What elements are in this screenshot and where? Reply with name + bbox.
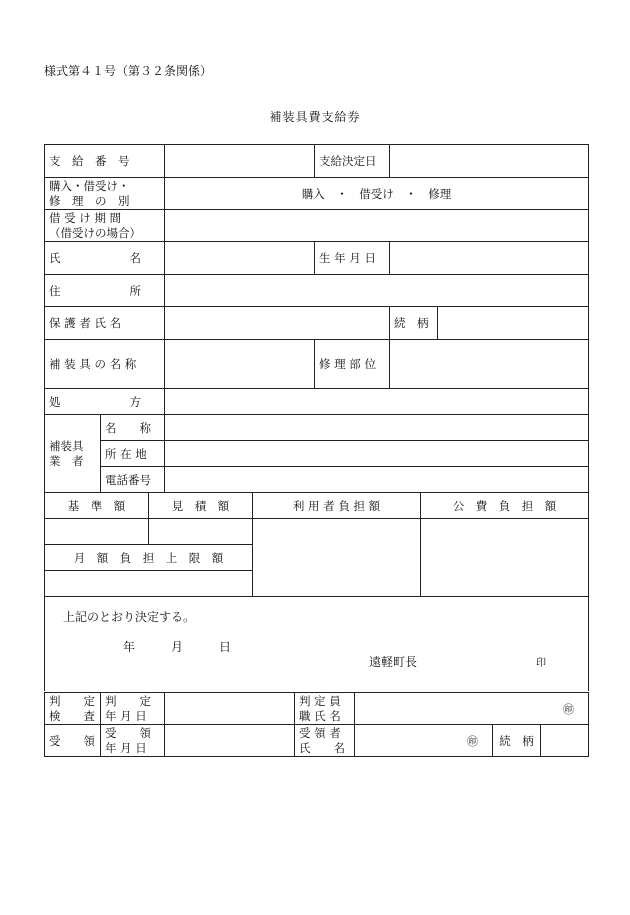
mayor-title: 遠軽町長	[369, 655, 418, 669]
birth-date-label: 生 年 月 日	[315, 242, 390, 275]
cost-table	[44, 492, 589, 597]
recipient-relationship-label: 続 柄	[493, 725, 541, 757]
recipient-seal-mark: ㊞	[467, 734, 478, 748]
vendor-name-label: 名 称	[101, 415, 165, 441]
judgment-date-label: 判 定 年 月 日	[101, 693, 165, 725]
name-label: 氏 名	[45, 242, 165, 275]
public-burden-label: 公 費 負 担 額	[421, 493, 589, 519]
public-burden-field[interactable]	[421, 519, 589, 597]
decision-date-label: 支給決定日	[315, 145, 390, 178]
monthly-cap-label: 月 額 負 担 上 限 額	[45, 545, 253, 571]
vendor-location-field[interactable]	[165, 441, 589, 467]
vendor-name-field[interactable]	[165, 415, 589, 441]
rental-period-label: 借 受 け 期 間 （借受けの場合）	[45, 210, 165, 242]
recipient-relationship-field[interactable]	[541, 725, 589, 757]
form-number: 様式第４１号（第３２条関係）	[44, 64, 213, 78]
decision-day: 日	[219, 640, 232, 654]
repair-part-field[interactable]	[390, 340, 589, 389]
device-name-label: 補 装 具 の 名 称	[45, 340, 165, 389]
main-table	[44, 144, 589, 493]
vendor-label: 補装具 業 者	[45, 415, 101, 493]
guardian-name-field[interactable]	[165, 307, 390, 340]
standard-amount-field[interactable]	[45, 519, 149, 545]
purchase-type-label: 購入・借受け・ 修 理 の 別	[45, 178, 165, 210]
purchase-options[interactable]: 購入 ・ 借受け ・ 修理	[165, 178, 589, 210]
judgment-inspection-label: 判 定 検 査	[45, 693, 101, 725]
supply-number-field[interactable]	[165, 145, 315, 178]
vendor-phone-field[interactable]	[165, 467, 589, 493]
standard-amount-label: 基 準 額	[45, 493, 149, 519]
judgment-date-field[interactable]	[165, 693, 295, 725]
judge-seal-mark: ㊞	[563, 702, 574, 716]
guardian-name-label: 保 護 者 氏 名	[45, 307, 165, 340]
monthly-cap-field[interactable]	[45, 571, 253, 597]
recipient-field[interactable]	[355, 725, 493, 757]
decision-section	[44, 597, 589, 691]
mayor-seal-mark: 印	[536, 658, 546, 669]
decision-year: 年	[123, 640, 136, 654]
device-name-field[interactable]	[165, 340, 315, 389]
relationship-label: 続 柄	[390, 307, 438, 340]
supply-number-label: 支 給 番 号	[45, 145, 165, 178]
decision-month: 月	[171, 640, 184, 654]
estimate-amount-label: 見 積 額	[149, 493, 253, 519]
bottom-table	[44, 692, 589, 757]
address-field[interactable]	[165, 275, 589, 307]
rental-period-field[interactable]	[165, 210, 589, 242]
receipt-date-label: 受 領 年 月 日	[101, 725, 165, 757]
judge-field[interactable]	[355, 693, 589, 725]
receipt-label: 受 領	[45, 725, 101, 757]
vendor-phone-label: 電話番号	[101, 467, 165, 493]
vendor-location-label: 所 在 地	[101, 441, 165, 467]
judge-label: 判 定 員 職 氏 名	[295, 693, 355, 725]
user-burden-label: 利 用 者 負 担 額	[253, 493, 421, 519]
decision-date-field[interactable]	[390, 145, 589, 178]
decision-text: 上記のとおり決定する。	[63, 610, 196, 624]
prescription-label: 処 方	[45, 389, 165, 415]
estimate-amount-field[interactable]	[149, 519, 253, 545]
birth-date-field[interactable]	[390, 242, 589, 275]
user-burden-field[interactable]	[253, 519, 421, 597]
repair-part-label: 修 理 部 位	[315, 340, 390, 389]
document-title: 補装具費支給券	[269, 110, 361, 124]
address-label: 住 所	[45, 275, 165, 307]
name-field[interactable]	[165, 242, 315, 275]
relationship-field[interactable]	[438, 307, 589, 340]
prescription-field[interactable]	[165, 389, 589, 415]
recipient-label: 受 領 者 氏 名	[295, 725, 355, 757]
receipt-date-field[interactable]	[165, 725, 295, 757]
